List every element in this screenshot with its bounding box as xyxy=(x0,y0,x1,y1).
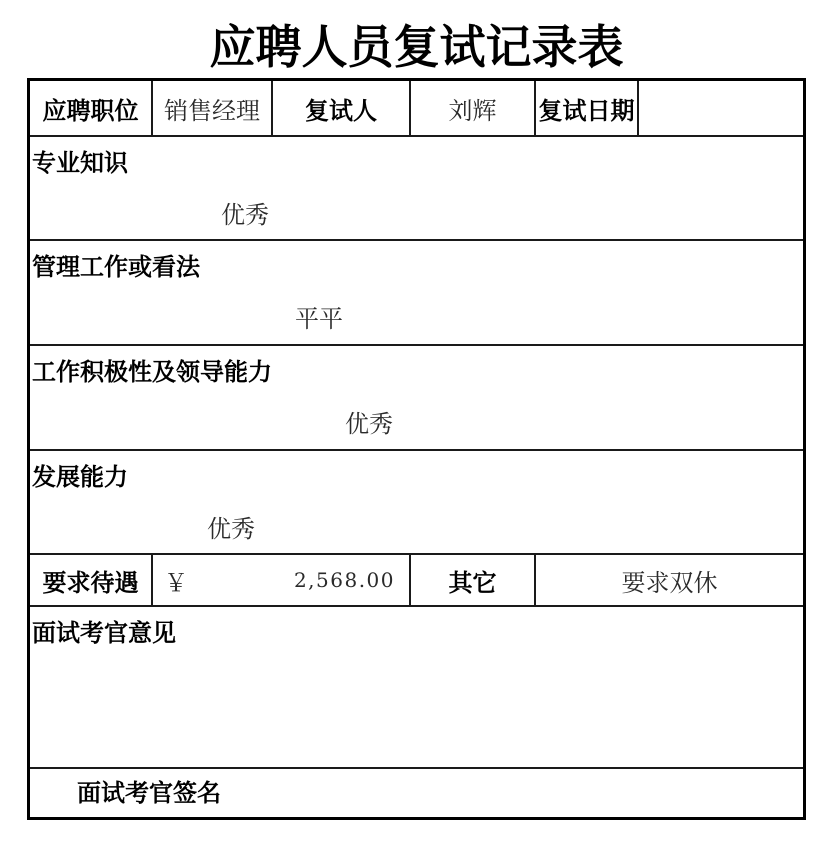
salary-value xyxy=(153,555,411,605)
header-row xyxy=(30,81,803,137)
section-label: 管理工作或看法 xyxy=(32,253,200,281)
interviewer-opinion-row xyxy=(30,607,803,769)
salary-amount: 2,568.00 xyxy=(293,568,395,592)
currency-symbol: ￥ xyxy=(164,568,188,597)
interviewer-label: 复试人 xyxy=(273,81,411,135)
section-management-views xyxy=(30,241,803,346)
section-label: 专业知识 xyxy=(32,149,128,177)
opinion-label: 面试考官意见 xyxy=(32,619,176,647)
section-value: 优秀 xyxy=(345,410,393,438)
section-initiative-leadership xyxy=(30,346,803,451)
section-development-ability xyxy=(30,451,803,555)
signature-label: 面试考官签名 xyxy=(77,779,221,807)
interview-date-value xyxy=(639,81,803,135)
interviewer-value: 刘辉 xyxy=(411,81,536,135)
position-label: 应聘职位 xyxy=(30,81,153,135)
interview-date-label: 复试日期 xyxy=(536,81,639,135)
section-value: 优秀 xyxy=(221,201,269,229)
position-value: 销售经理 xyxy=(153,81,273,135)
compensation-row xyxy=(30,555,803,607)
other-label: 其它 xyxy=(411,555,536,605)
interviewer-signature-row xyxy=(30,769,803,817)
record-table xyxy=(27,78,806,820)
section-professional-knowledge xyxy=(30,137,803,241)
section-value: 优秀 xyxy=(207,515,255,543)
section-label: 发展能力 xyxy=(32,463,128,491)
form-title: 应聘人员复试记录表 xyxy=(209,20,624,74)
section-value: 平平 xyxy=(295,305,343,333)
section-label: 工作积极性及领导能力 xyxy=(32,358,272,386)
salary-label: 要求待遇 xyxy=(30,555,153,605)
other-value: 要求双休 xyxy=(621,568,718,597)
